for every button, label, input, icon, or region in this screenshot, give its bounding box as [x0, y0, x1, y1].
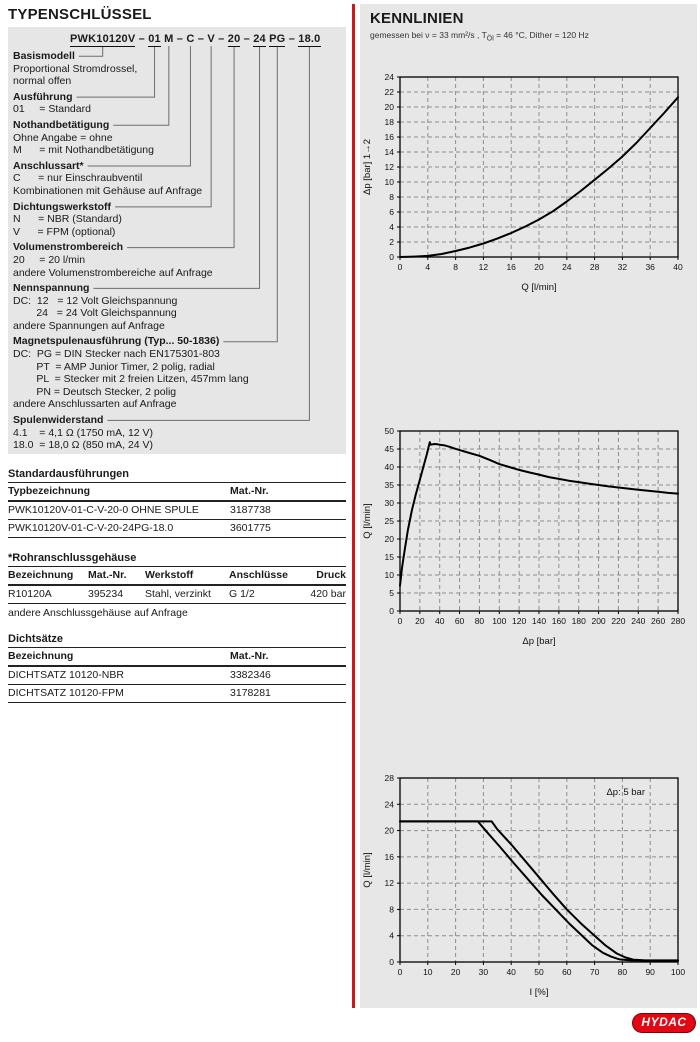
typekey-sections	[13, 50, 342, 455]
svg-text:8: 8	[453, 261, 458, 272]
svg-text:4: 4	[425, 261, 431, 272]
svg-text:40: 40	[506, 966, 516, 977]
table-title: Standardausführungen	[8, 467, 346, 483]
svg-text:120: 120	[512, 615, 527, 626]
svg-text:0: 0	[389, 605, 394, 616]
svg-text:36: 36	[645, 261, 655, 272]
svg-text:50: 50	[384, 425, 394, 436]
svg-text:8: 8	[389, 191, 394, 202]
svg-text:Δp: 5 bar: Δp: 5 bar	[606, 786, 645, 798]
svg-text:16: 16	[384, 131, 394, 142]
svg-text:80: 80	[617, 966, 628, 977]
table-row: PWK10120V-01-C-V-20-0 OHNE SPULE 3187738	[8, 501, 346, 520]
svg-text:10: 10	[423, 966, 433, 977]
svg-text:16: 16	[506, 261, 516, 272]
svg-text:40: 40	[434, 615, 445, 626]
svg-text:70: 70	[589, 966, 600, 977]
svg-text:35: 35	[384, 479, 394, 490]
svg-text:18: 18	[384, 116, 394, 127]
table-row: DICHTSATZ 10120-FPM 3178281	[8, 685, 346, 703]
svg-text:0: 0	[397, 966, 403, 977]
chart-dp-vs-q	[360, 65, 697, 299]
svg-text:100: 100	[492, 615, 507, 626]
svg-text:Q [l/min]: Q [l/min]	[521, 281, 557, 293]
svg-text:20: 20	[534, 261, 544, 272]
standard-versions-table: Typbezeichnung Mat.-Nr. PWK10120V-01-C-V-20-0 OHNE SPULE 3187738 PWK10120V-01-C-V-20-24PG-18.0 3601775	[8, 483, 346, 538]
svg-text:20: 20	[384, 533, 394, 544]
housing-note: andere Anschlussgehäuse auf Anfrage	[8, 607, 188, 619]
table-row: R10120A 395234 Stahl, verzinkt G 1/2 420 bar	[8, 585, 346, 604]
svg-text:24: 24	[384, 71, 394, 82]
svg-text:45: 45	[384, 443, 394, 454]
svg-text:4: 4	[389, 221, 394, 232]
typekey-entry: Basismodell Proportional Stromdrossel, normal offen	[13, 50, 138, 88]
typekey-entry: Nennspannung DC: 12 = 12 Volt Gleichspannung 24 = 24 Volt Gleichspannung andere Spannungen auf Anfrage	[13, 282, 178, 332]
typekey-entry: Spulenwiderstand 4.1 = 4,1 Ω (1750 mA, 12 V) 18.0 = 18,0 Ω (850 mA, 24 V)	[13, 414, 154, 452]
svg-text:20: 20	[415, 615, 425, 626]
typekey-entry: Anschlussart* C = nur Einschraubventil Kombinationen mit Gehäuse auf Anfrage	[13, 159, 203, 197]
svg-text:2: 2	[389, 236, 394, 247]
svg-text:240: 240	[631, 615, 646, 626]
svg-text:0: 0	[397, 261, 403, 272]
red-divider	[352, 4, 355, 1008]
svg-text:160: 160	[551, 615, 566, 626]
svg-text:10: 10	[384, 569, 394, 580]
svg-text:90: 90	[645, 966, 655, 977]
svg-text:10: 10	[384, 176, 394, 187]
svg-text:12: 12	[478, 261, 489, 272]
svg-text:22: 22	[384, 86, 394, 97]
svg-text:60: 60	[454, 615, 465, 626]
table-title: *Rohranschlussgehäuse	[8, 551, 346, 567]
typekey-entry: Magnetspulenausführung (Typ... 50-1836) DC: PG = DIN Stecker nach EN175301-803 PT = AMP Junior Timer, 2 polig, radial PL = Stecker mit 2 freien Litzen, 457mm lang PN = Deutsch Stecker, 2 polig andere Anschlussarten auf Anfrage	[13, 335, 249, 411]
svg-text:32: 32	[617, 261, 628, 272]
svg-text:180: 180	[571, 615, 586, 626]
svg-text:24: 24	[384, 798, 394, 809]
typekey-entry: Volumenstrombereich 20 = 20 l/min andere Volumenstrombereiche auf Anfrage	[13, 241, 213, 279]
typekey-entry: Ausführung 01 = Standard	[13, 90, 91, 116]
table-row: DICHTSATZ 10120-NBR 3382346	[8, 666, 346, 685]
svg-text:200: 200	[591, 615, 606, 626]
pipe-housing-table: Bezeichnung Mat.-Nr. Werkstoff Anschlüsse Druck R10120A 395234 Stahl, verzinkt G 1/2 420 bar	[8, 567, 346, 604]
svg-text:260: 260	[651, 615, 666, 626]
svg-text:50: 50	[534, 966, 544, 977]
table-title: Dichtsätze	[8, 632, 346, 648]
svg-text:20: 20	[384, 825, 394, 836]
measurement-conditions: gemessen bei ν = 33 mm²/s , $T_{Öl} = 46$ °C, Dither = 120 Hz	[370, 30, 589, 43]
kennlinien-section	[360, 4, 697, 1008]
svg-text:30: 30	[384, 497, 394, 508]
svg-text:80: 80	[474, 615, 485, 626]
svg-text:30: 30	[478, 966, 489, 977]
type-key-diagram	[8, 27, 346, 454]
svg-text:Δp [bar]: Δp [bar]	[522, 635, 556, 647]
svg-text:I [%]: I [%]	[529, 986, 549, 998]
svg-text:6: 6	[389, 206, 394, 217]
svg-text:0: 0	[389, 956, 394, 967]
typekey-entry: Nothandbetätigung Ohne Angabe = ohne M = mit Nothandbetätigung	[13, 118, 154, 157]
svg-text:28: 28	[589, 261, 600, 272]
pipe-housing-block	[8, 551, 346, 619]
typekey-entry: Dichtungswerkstoff N = NBR (Standard) V = FPM (optional)	[13, 200, 122, 238]
svg-text:140: 140	[531, 615, 547, 626]
svg-text:20: 20	[450, 966, 461, 977]
svg-text:24: 24	[562, 261, 572, 272]
svg-text:20: 20	[384, 101, 394, 112]
model-code: PWK10120V – 01 M – C – V – 20 – 24 PG – 18.0	[70, 33, 321, 45]
svg-text:12: 12	[384, 161, 394, 172]
svg-text:Q [l/min]: Q [l/min]	[362, 503, 373, 539]
svg-text:5: 5	[389, 587, 394, 598]
seal-kits-block	[8, 632, 346, 703]
standard-versions-block	[8, 467, 346, 538]
svg-text:15: 15	[384, 551, 394, 562]
svg-text:40: 40	[673, 261, 683, 272]
svg-text:280: 280	[670, 615, 686, 626]
svg-text:4: 4	[389, 930, 394, 941]
svg-text:40: 40	[384, 461, 394, 472]
svg-text:14: 14	[384, 146, 394, 157]
svg-text:28: 28	[384, 772, 394, 783]
svg-text:60: 60	[562, 966, 572, 977]
page-title-typenschluessel: TYPENSCHLÜSSEL	[8, 6, 152, 23]
svg-text:Δp [bar] 1→2: Δp [bar] 1→2	[362, 138, 373, 195]
chart-q-vs-dp	[360, 419, 697, 653]
svg-text:12: 12	[384, 877, 394, 888]
svg-text:8: 8	[389, 904, 394, 915]
svg-text:16: 16	[384, 851, 394, 862]
svg-text:0: 0	[389, 251, 394, 262]
svg-text:220: 220	[611, 615, 626, 626]
typenschluessel-section	[8, 6, 346, 703]
table-row: PWK10120V-01-C-V-20-24PG-18.0 3601775	[8, 520, 346, 538]
svg-text:25: 25	[384, 515, 394, 526]
seal-kits-table: Bezeichnung Mat.-Nr. DICHTSATZ 10120-NBR 3382346 DICHTSATZ 10120-FPM 3178281	[8, 648, 346, 703]
chart-q-vs-current	[360, 766, 697, 1004]
svg-text:100: 100	[670, 966, 686, 977]
svg-text:Q [l/min]: Q [l/min]	[362, 852, 373, 888]
hydac-logo: HYDAC	[632, 1013, 696, 1033]
page-title-kennlinien: KENNLINIEN	[370, 10, 464, 27]
svg-text:0: 0	[397, 615, 403, 626]
